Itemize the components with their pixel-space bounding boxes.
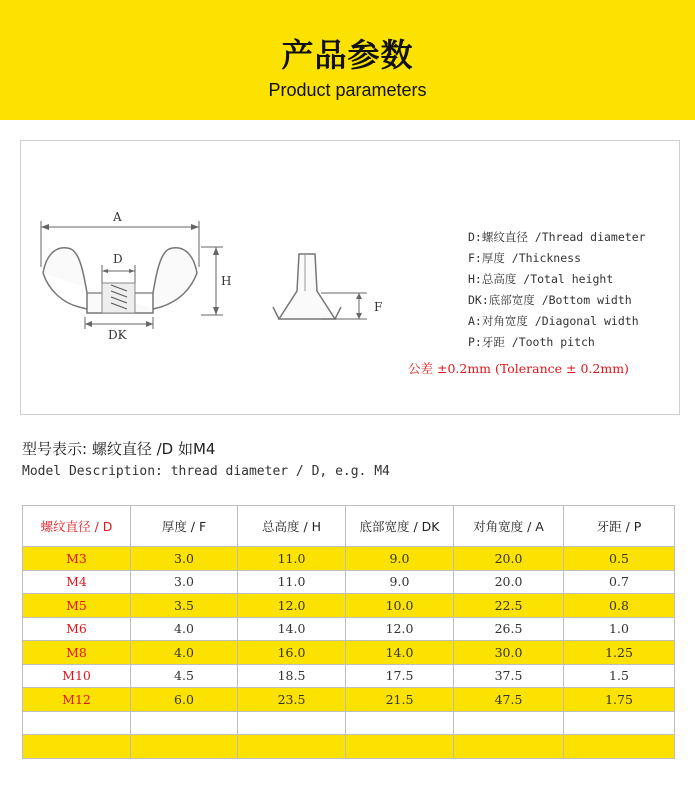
table-row bbox=[23, 594, 675, 618]
table-row bbox=[23, 711, 675, 735]
header-thickness: 厚度 / F bbox=[131, 506, 238, 547]
table-cell: 20.0 bbox=[454, 570, 564, 594]
model-description-en: Model Description: thread diameter / D, e.g. M4 bbox=[22, 464, 390, 479]
label-A: A bbox=[113, 210, 122, 224]
table-row bbox=[23, 641, 675, 665]
table-cell: M10 bbox=[23, 664, 131, 688]
table-cell: 22.5 bbox=[454, 594, 564, 618]
table-row bbox=[23, 688, 675, 712]
label-D: D bbox=[113, 252, 123, 266]
table-cell bbox=[564, 735, 675, 759]
table-cell: 11.0 bbox=[238, 547, 346, 571]
table-row bbox=[23, 617, 675, 641]
table-cell bbox=[131, 711, 238, 735]
header-banner bbox=[0, 0, 695, 120]
table-cell bbox=[346, 711, 454, 735]
table-row bbox=[23, 735, 675, 759]
table-cell bbox=[131, 735, 238, 759]
table-cell: 12.0 bbox=[238, 594, 346, 618]
table-cell: 3.5 bbox=[131, 594, 238, 618]
table-cell: 21.5 bbox=[346, 688, 454, 712]
header-total-height: 总高度 / H bbox=[238, 506, 346, 547]
table-cell: 1.0 bbox=[564, 617, 675, 641]
table-cell: M6 bbox=[23, 617, 131, 641]
table-cell: 37.5 bbox=[454, 664, 564, 688]
table-cell: 0.5 bbox=[564, 547, 675, 571]
table-cell bbox=[346, 735, 454, 759]
table-cell bbox=[238, 711, 346, 735]
header-bottom-width: 底部宽度 / DK bbox=[346, 506, 454, 547]
table-row bbox=[23, 664, 675, 688]
page-title-en: Product parameters bbox=[268, 80, 427, 100]
table-cell bbox=[564, 711, 675, 735]
table-cell: M3 bbox=[23, 547, 131, 571]
table-cell: 12.0 bbox=[346, 617, 454, 641]
table-cell: 26.5 bbox=[454, 617, 564, 641]
table-row bbox=[23, 547, 675, 571]
table-cell: 0.7 bbox=[564, 570, 675, 594]
table-row bbox=[23, 570, 675, 594]
label-F: F bbox=[374, 300, 383, 314]
model-description-cn: 型号表示: 螺纹直径 /D 如M4 bbox=[22, 440, 216, 458]
table-cell: M12 bbox=[23, 688, 131, 712]
dimension-legend bbox=[408, 227, 646, 377]
table-cell: 14.0 bbox=[346, 641, 454, 665]
table-cell: 11.0 bbox=[238, 570, 346, 594]
table-cell: 9.0 bbox=[346, 570, 454, 594]
diagram-panel bbox=[20, 140, 680, 415]
legend-item-dk: DK:底部宽度 /Bottom width bbox=[468, 293, 632, 307]
table-cell: 23.5 bbox=[238, 688, 346, 712]
table-cell bbox=[23, 711, 131, 735]
table-cell: M5 bbox=[23, 594, 131, 618]
table-cell: 4.0 bbox=[131, 641, 238, 665]
table-cell bbox=[454, 711, 564, 735]
table-cell: 47.5 bbox=[454, 688, 564, 712]
table-cell bbox=[238, 735, 346, 759]
label-DK: DK bbox=[108, 328, 127, 342]
table-cell: 6.0 bbox=[131, 688, 238, 712]
table-cell: 1.75 bbox=[564, 688, 675, 712]
label-H: H bbox=[221, 274, 232, 288]
table-cell: 4.0 bbox=[131, 617, 238, 641]
table-cell: 3.0 bbox=[131, 570, 238, 594]
table-cell bbox=[454, 735, 564, 759]
spec-table bbox=[22, 505, 675, 759]
table-cell: 18.5 bbox=[238, 664, 346, 688]
table-cell: 1.5 bbox=[564, 664, 675, 688]
page-title-cn: 产品参数 bbox=[281, 36, 414, 74]
table-cell: M8 bbox=[23, 641, 131, 665]
table-cell: 4.5 bbox=[131, 664, 238, 688]
legend-item-d: D:螺纹直径 /Thread diameter bbox=[468, 230, 646, 244]
legend-item-p: P:牙距 /Tooth pitch bbox=[468, 335, 595, 349]
table-cell: 1.25 bbox=[564, 641, 675, 665]
table-cell: 20.0 bbox=[454, 547, 564, 571]
table-cell: 14.0 bbox=[238, 617, 346, 641]
legend-item-f: F:厚度 /Thickness bbox=[468, 251, 582, 265]
table-cell: 0.8 bbox=[564, 594, 675, 618]
table-cell: 16.0 bbox=[238, 641, 346, 665]
header-tooth-pitch: 牙距 / P bbox=[564, 506, 675, 547]
table-header-row bbox=[23, 506, 675, 547]
table-cell bbox=[23, 735, 131, 759]
table-cell: 17.5 bbox=[346, 664, 454, 688]
table-cell: 3.0 bbox=[131, 547, 238, 571]
table-cell: 9.0 bbox=[346, 547, 454, 571]
table-cell: 30.0 bbox=[454, 641, 564, 665]
header-diagonal-width: 对角宽度 / A bbox=[454, 506, 564, 547]
legend-item-a: A:对角宽度 /Diagonal width bbox=[468, 314, 639, 328]
tolerance-note: 公差 ±0.2mm (Tolerance ± 0.2mm) bbox=[408, 361, 629, 376]
table-cell: 10.0 bbox=[346, 594, 454, 618]
table-cell: M4 bbox=[23, 570, 131, 594]
header-thread-diameter: 螺纹直径 / D bbox=[23, 506, 131, 547]
legend-item-h: H:总高度 /Total height bbox=[468, 272, 614, 286]
